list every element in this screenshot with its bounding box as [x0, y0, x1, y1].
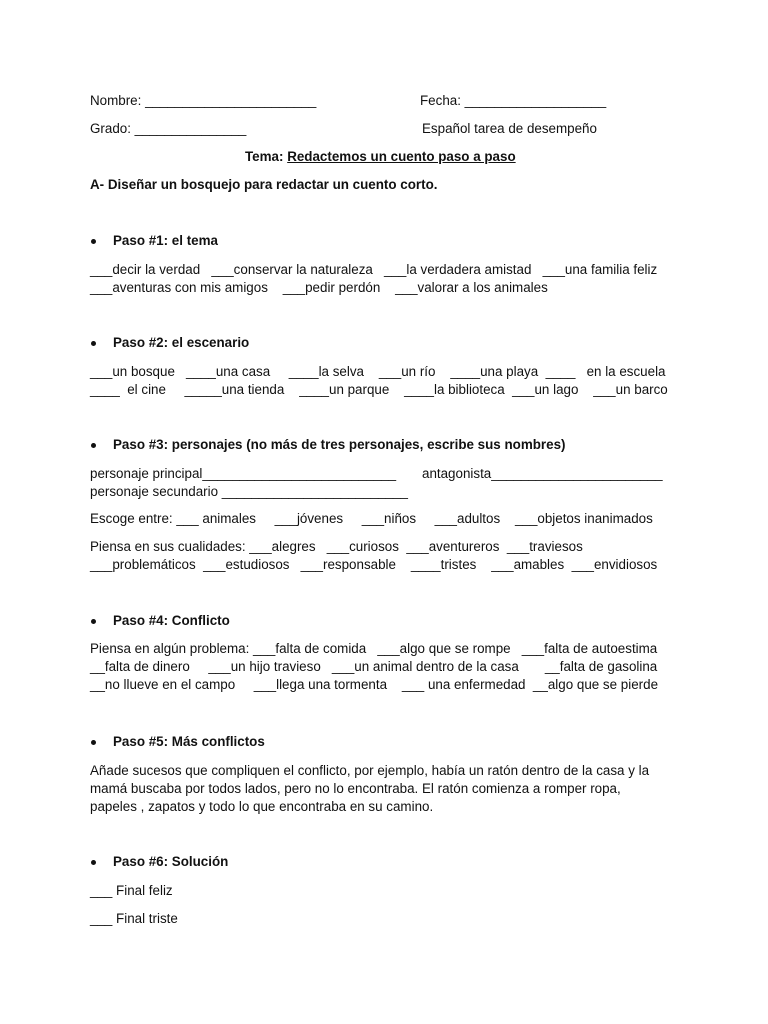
- bullet-icon: [91, 860, 96, 865]
- paso5-text: mamá buscaba por todos lados, pero no lo encontraba. El ratón comienza a romper ropa,: [90, 781, 621, 796]
- paso3-title: Paso #3: personajes (no más de tres personajes, escribe sus nombres): [113, 437, 566, 452]
- paso4-line[interactable]: __falta de dinero ___un hijo travieso ___un animal dentro de la casa __falta de gasolina: [90, 659, 658, 674]
- paso4-line[interactable]: Piensa en algún problema: ___falta de comida ___algo que se rompe ___falta de autoestima: [90, 641, 658, 656]
- tema-label: Tema:: [245, 149, 284, 164]
- final-triste-option[interactable]: ___ Final triste: [90, 911, 178, 926]
- paso4-title: Paso #4: Conflicto: [113, 613, 230, 628]
- personaje-secundario-field[interactable]: personaje secundario _________________________: [90, 484, 408, 499]
- bullet-icon: [91, 740, 96, 745]
- final-feliz-option[interactable]: ___ Final feliz: [90, 883, 173, 898]
- cualidades-line[interactable]: Piensa en sus cualidades: ___alegres ___curiosos ___aventureros ___traviesos: [90, 539, 583, 554]
- personaje-principal-field[interactable]: personaje principal__________________________: [90, 466, 397, 481]
- subject-label: Español tarea de desempeño: [422, 121, 597, 136]
- paso5-title: Paso #5: Más conflictos: [113, 734, 265, 749]
- instruction-text: A- Diseñar un bosquejo para redactar un cuento corto.: [90, 177, 438, 192]
- fecha-field[interactable]: Fecha: ___________________: [420, 93, 607, 108]
- bullet-icon: [91, 341, 96, 346]
- grado-field[interactable]: Grado: _______________: [90, 121, 247, 136]
- paso2-line[interactable]: ___un bosque ____una casa ____la selva ___un río ____una playa ____ en la escuela: [90, 364, 666, 379]
- paso2-line[interactable]: ____ el cine _____una tienda ____un parque ____la biblioteca ___un lago ___un barco: [90, 382, 668, 397]
- paso1-line[interactable]: ___aventuras con mis amigos ___pedir perdón ___valorar a los animales: [90, 280, 548, 295]
- bullet-icon: [91, 239, 96, 244]
- tema-heading: [245, 148, 516, 166]
- nombre-field[interactable]: Nombre: _______________________: [90, 93, 317, 108]
- escoge-line[interactable]: Escoge entre: ___ animales ___jóvenes ___niños ___adultos ___objetos inanimados: [90, 511, 653, 526]
- bullet-icon: [91, 619, 96, 624]
- bullet-icon: [91, 443, 96, 448]
- paso6-title: Paso #6: Solución: [113, 854, 229, 869]
- antagonista-field[interactable]: antagonista_______________________: [422, 466, 663, 481]
- paso4-line[interactable]: __no llueve en el campo ___llega una tormenta ___ una enfermedad __algo que se pierde: [90, 677, 659, 692]
- paso1-line[interactable]: ___decir la verdad ___conservar la naturaleza ___la verdadera amistad ___una familia feliz: [90, 262, 658, 277]
- tema-title: Redactemos un cuento paso a paso: [287, 149, 516, 164]
- paso5-text: papeles , zapatos y todo lo que encontraba en su camino.: [90, 799, 434, 814]
- paso5-text: Añade sucesos que compliquen el conflicto, por ejemplo, había un ratón dentro de la casa y la: [90, 763, 650, 778]
- cualidades-line[interactable]: ___problemáticos ___estudiosos ___responsable ____tristes ___amables ___envidiosos: [90, 557, 658, 572]
- paso1-title: Paso #1: el tema: [113, 233, 218, 248]
- paso2-title: Paso #2: el escenario: [113, 335, 250, 350]
